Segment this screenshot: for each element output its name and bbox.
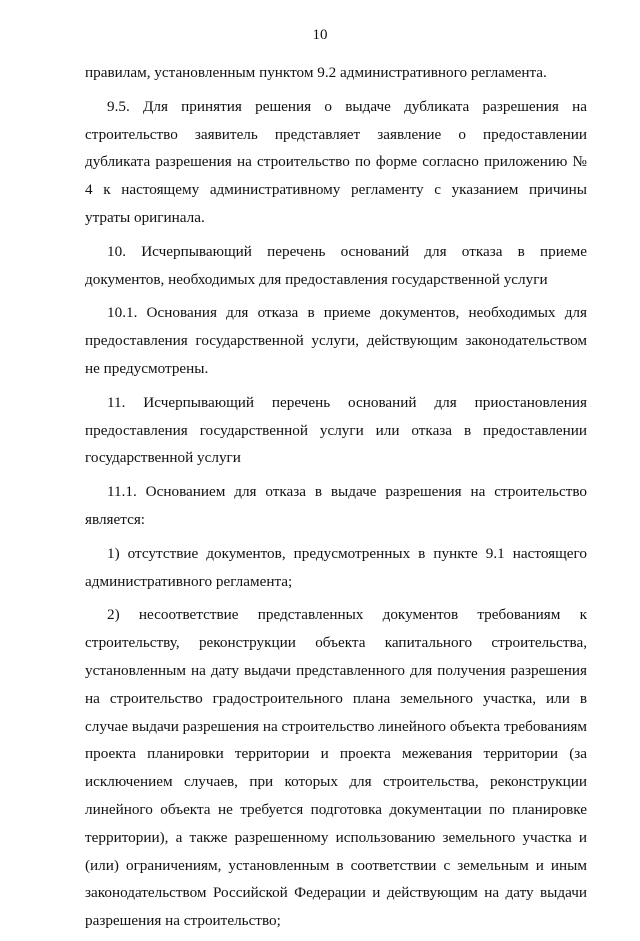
section-heading-11: 11. Исчерпывающий перечень оснований для приостановления предоставления государственной услуги или отказа в предоставлении государственной услуги: [85, 393, 587, 467]
page-number: 10: [312, 27, 328, 43]
paragraph-9-5: 9.5. Для принятия решения о выдаче дубликата разрешения на строительство заявитель представляет заявление о предоставлении дубликата разрешения на строительство по форме согласно приложению № 4 к настоящему административному регламенту с указанием причины утраты оригинала.: [85, 97, 587, 226]
paragraph-10-1: 10.1. Основания для отказа в приеме документов, необходимых для предоставления государственной услуги, действующим законодательством не предусмотрены.: [85, 304, 587, 377]
list-item-2: 2) несоответствие представленных документов требованиям к строительству, реконструкции объекта капитального строительства, установленным на дату выдачи представленного для получения разрешения на строительство градостроительного плана земельного участка, или в случае выдачи разрешения на строительство линейного объекта требованиям проекта планировки территории и проекта межевания территории (за исключением случаев, при которых для строительства, реконструкции линейного объекта не требуется подготовка документации по планировке территории), а также разрешенному использованию земельного участка и (или) ограничениям, установленным в соответствии с земельным и иным законодательством Российской Федерации и действующим на дату выдачи разрешения на строительство;: [85, 606, 587, 930]
list-item-1: 1) отсутствие документов, предусмотренных в пункте 9.1 настоящего административного регламента;: [85, 544, 587, 590]
paragraph-continuation: правилам, установленным пунктом 9.2 административного регламента.: [85, 64, 547, 81]
document-body: [85, 59, 587, 941]
paragraph-11-1: 11.1. Основанием для отказа в выдаче разрешения на строительство является:: [85, 483, 587, 528]
section-heading-10: 10. Исчерпывающий перечень оснований для отказа в приеме документов, необходимых для предоставления государственной услуги: [85, 242, 587, 288]
